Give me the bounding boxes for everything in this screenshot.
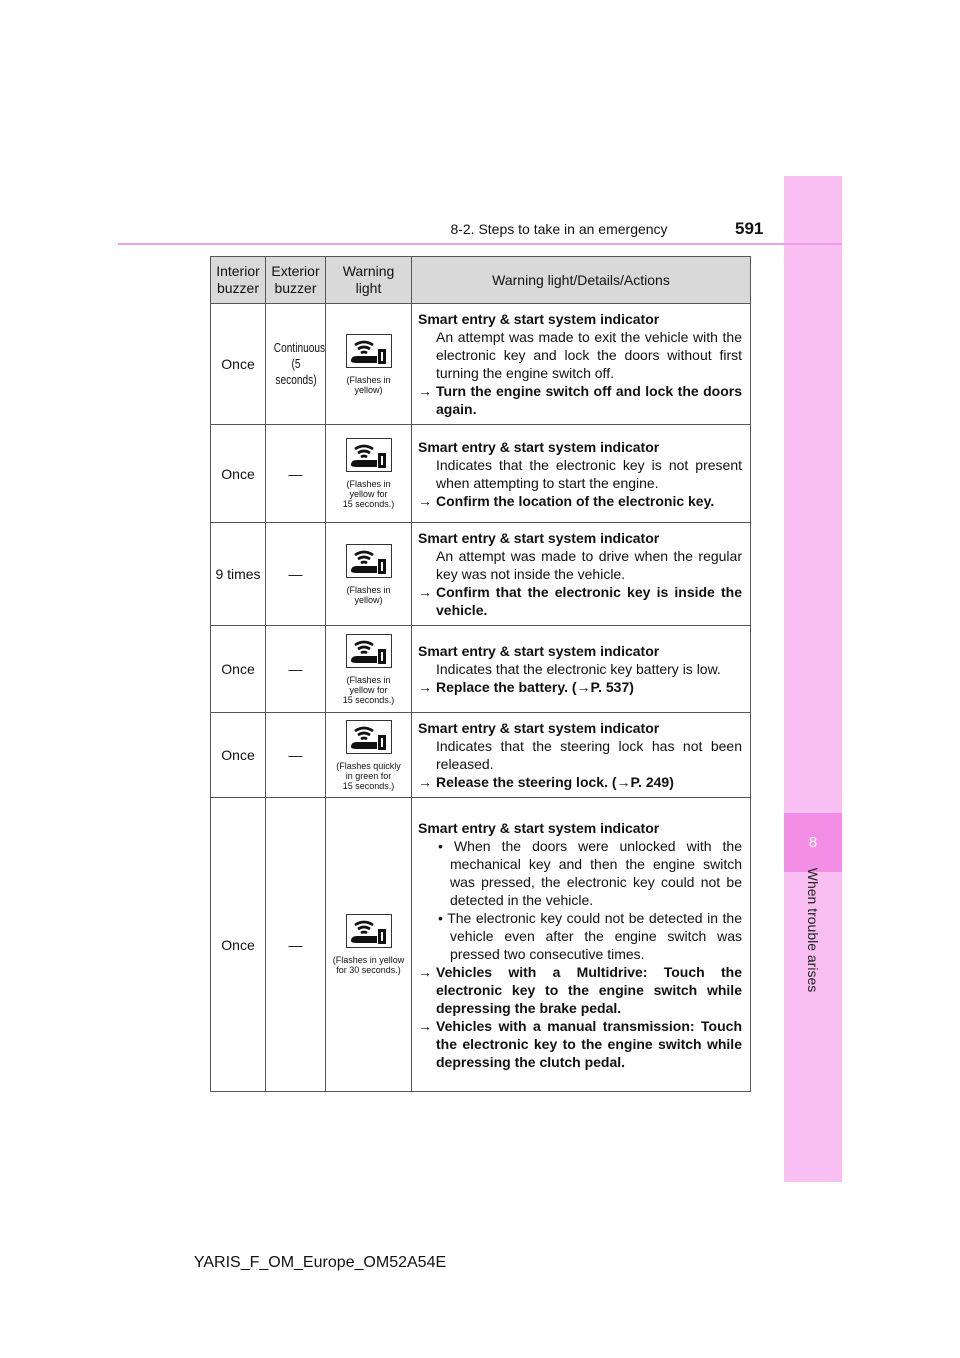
description-cell (412, 626, 751, 713)
detail-bullet-text: The electronic key could not be detected in the vehicle even after the engine switch was pressed two consecutive times. (447, 909, 742, 962)
arrow-icon: → (418, 963, 432, 980)
warning-light-caption: (Flashes quickly in green for 15 seconds.) (336, 760, 401, 791)
warning-light-cell (326, 523, 412, 626)
action-text: Confirm that the electronic key is inside the vehicle. (436, 584, 742, 618)
description-cell (412, 523, 751, 626)
table-row (211, 523, 751, 626)
table-row (211, 798, 751, 1092)
key-warning-icon (347, 545, 391, 577)
indicator-title: Smart entry & start system indicator (418, 530, 660, 546)
description-cell (412, 713, 751, 798)
chapter-title: When trouble arises (805, 867, 821, 993)
section-title: 8-2. Steps to take in an emergency (450, 221, 668, 237)
action-item (418, 773, 742, 791)
exterior-buzzer: Continuous (5 seconds) (273, 340, 325, 387)
table-row (211, 713, 751, 798)
arrow-icon: → (418, 774, 432, 790)
warning-light-cell (326, 798, 412, 1092)
indicator-title: Smart entry & start system indicator (418, 720, 660, 736)
column-header: Exterior buzzer (266, 257, 326, 304)
description-cell (412, 304, 751, 425)
chapter-side-tab (784, 176, 842, 1182)
warning-light-lamp (346, 438, 392, 472)
detail-text: Indicates that the electronic key battery is low. (436, 661, 721, 677)
table-row (211, 304, 751, 425)
table-row (211, 425, 751, 523)
action-item (418, 583, 742, 619)
interior-buzzer: Once (221, 661, 255, 677)
detail-bullet-text: When the doors were unlocked with the mechanical key and then the engine switch was pressed, the electronic key could not be detected in the vehicle. (450, 837, 743, 908)
table-row (211, 626, 751, 713)
warning-light-cell (326, 626, 412, 713)
warning-light-cell (326, 425, 412, 523)
indicator-title: Smart entry & start system indicator (418, 311, 660, 327)
warning-light-lamp (346, 914, 392, 948)
action-item (418, 678, 742, 696)
detail-text: Indicates that the steering lock has not been released. (436, 738, 742, 772)
key-warning-icon (347, 915, 391, 947)
indicator-title: Smart entry & start system indicator (418, 819, 660, 836)
action-text: Replace the battery. (→P. 537) (436, 679, 634, 695)
key-warning-icon (347, 721, 391, 753)
action-item (418, 963, 742, 1017)
exterior-buzzer-cell (266, 425, 326, 523)
indicator-title: Smart entry & start system indicator (418, 643, 660, 659)
interior-buzzer-cell (211, 523, 266, 626)
description-cell (412, 798, 751, 1092)
interior-buzzer-cell (211, 626, 266, 713)
table-header-row (211, 257, 751, 304)
action-item (418, 1017, 742, 1071)
column-header: Interior buzzer (211, 257, 266, 304)
warning-light-lamp (346, 544, 392, 578)
action-text: Confirm the location of the electronic key. (436, 492, 715, 509)
warning-light-lamp (346, 720, 392, 754)
chapter-number: 8 (808, 834, 818, 851)
action-item (418, 382, 742, 418)
exterior-buzzer: — (288, 747, 303, 763)
arrow-icon: → (418, 1017, 432, 1034)
interior-buzzer-cell (211, 713, 266, 798)
interior-buzzer-cell (211, 304, 266, 425)
header-rule (118, 243, 842, 245)
chapter-number-block (784, 813, 842, 872)
key-warning-icon (347, 635, 391, 667)
interior-buzzer: Once (221, 936, 255, 953)
warning-light-caption: (Flashes in yellow) (346, 374, 391, 395)
key-warning-icon (347, 335, 391, 367)
detail-bullet: • The electronic key could not be detected in the vehicle even after the engine switch was pressed two consecutive times. (438, 909, 742, 962)
arrow-icon: → (418, 492, 432, 509)
detail-text: An attempt was made to drive when the regular key was not inside the vehicle. (436, 548, 742, 582)
interior-buzzer: Once (221, 356, 255, 372)
exterior-buzzer-cell (266, 713, 326, 798)
key-warning-icon (347, 439, 391, 471)
arrow-icon: → (418, 383, 432, 399)
exterior-buzzer: — (288, 661, 303, 677)
arrow-icon: → (418, 584, 432, 600)
action-text: Vehicles with a manual transmission: Touch the electronic key to the engine switch while depressing the clutch pedal. (436, 1017, 742, 1070)
interior-buzzer-cell (211, 798, 266, 1092)
exterior-buzzer-cell (266, 626, 326, 713)
action-item (418, 492, 742, 510)
interior-buzzer: Once (221, 747, 255, 763)
action-text: Vehicles with a Multidrive: Touch the electronic key to the engine switch while depressing the brake pedal. (436, 963, 742, 1016)
interior-buzzer: Once (221, 465, 255, 482)
exterior-buzzer: — (288, 936, 303, 953)
warning-light-lamp (346, 334, 392, 368)
arrow-icon: → (418, 679, 432, 695)
warning-light-cell (326, 304, 412, 425)
warning-light-caption: (Flashes in yellow) (346, 584, 391, 605)
warning-light-caption: (Flashes in yellow for 30 seconds.) (332, 955, 405, 975)
action-text: Release the steering lock. (→P. 249) (436, 774, 674, 790)
warning-light-cell (326, 713, 412, 798)
warning-table (210, 256, 751, 1092)
interior-buzzer-cell (211, 425, 266, 523)
exterior-buzzer-cell (272, 304, 325, 425)
column-header: Warning light (326, 257, 412, 304)
interior-buzzer: 9 times (215, 566, 261, 582)
warning-light-caption: (Flashes in yellow for 15 seconds.) (342, 674, 395, 705)
document-id: YARIS_F_OM_Europe_OM52A54E (193, 1254, 447, 1271)
exterior-buzzer: — (288, 566, 303, 582)
exterior-buzzer: — (288, 465, 303, 482)
warning-light-caption: (Flashes in yellow for 15 seconds.) (342, 479, 395, 509)
indicator-title: Smart entry & start system indicator (418, 438, 660, 455)
page-number: 591 (735, 219, 764, 238)
warning-light-lamp (346, 634, 392, 668)
exterior-buzzer-cell (266, 798, 326, 1092)
action-text: Turn the engine switch off and lock the doors again. (436, 383, 742, 417)
exterior-buzzer-cell (266, 523, 326, 626)
detail-text: An attempt was made to exit the vehicle with the electronic key and lock the doors without first turning the engine switch off. (436, 329, 742, 381)
detail-bullet: • When the doors were unlocked with the mechanical key and then the engine switch was pressed, the electronic key could not be detected in the vehicle. (438, 837, 743, 908)
column-header: Warning light/Details/Actions (412, 257, 751, 304)
detail-text: Indicates that the electronic key is not present when attempting to start the engine. (436, 456, 742, 491)
description-cell (412, 425, 751, 523)
